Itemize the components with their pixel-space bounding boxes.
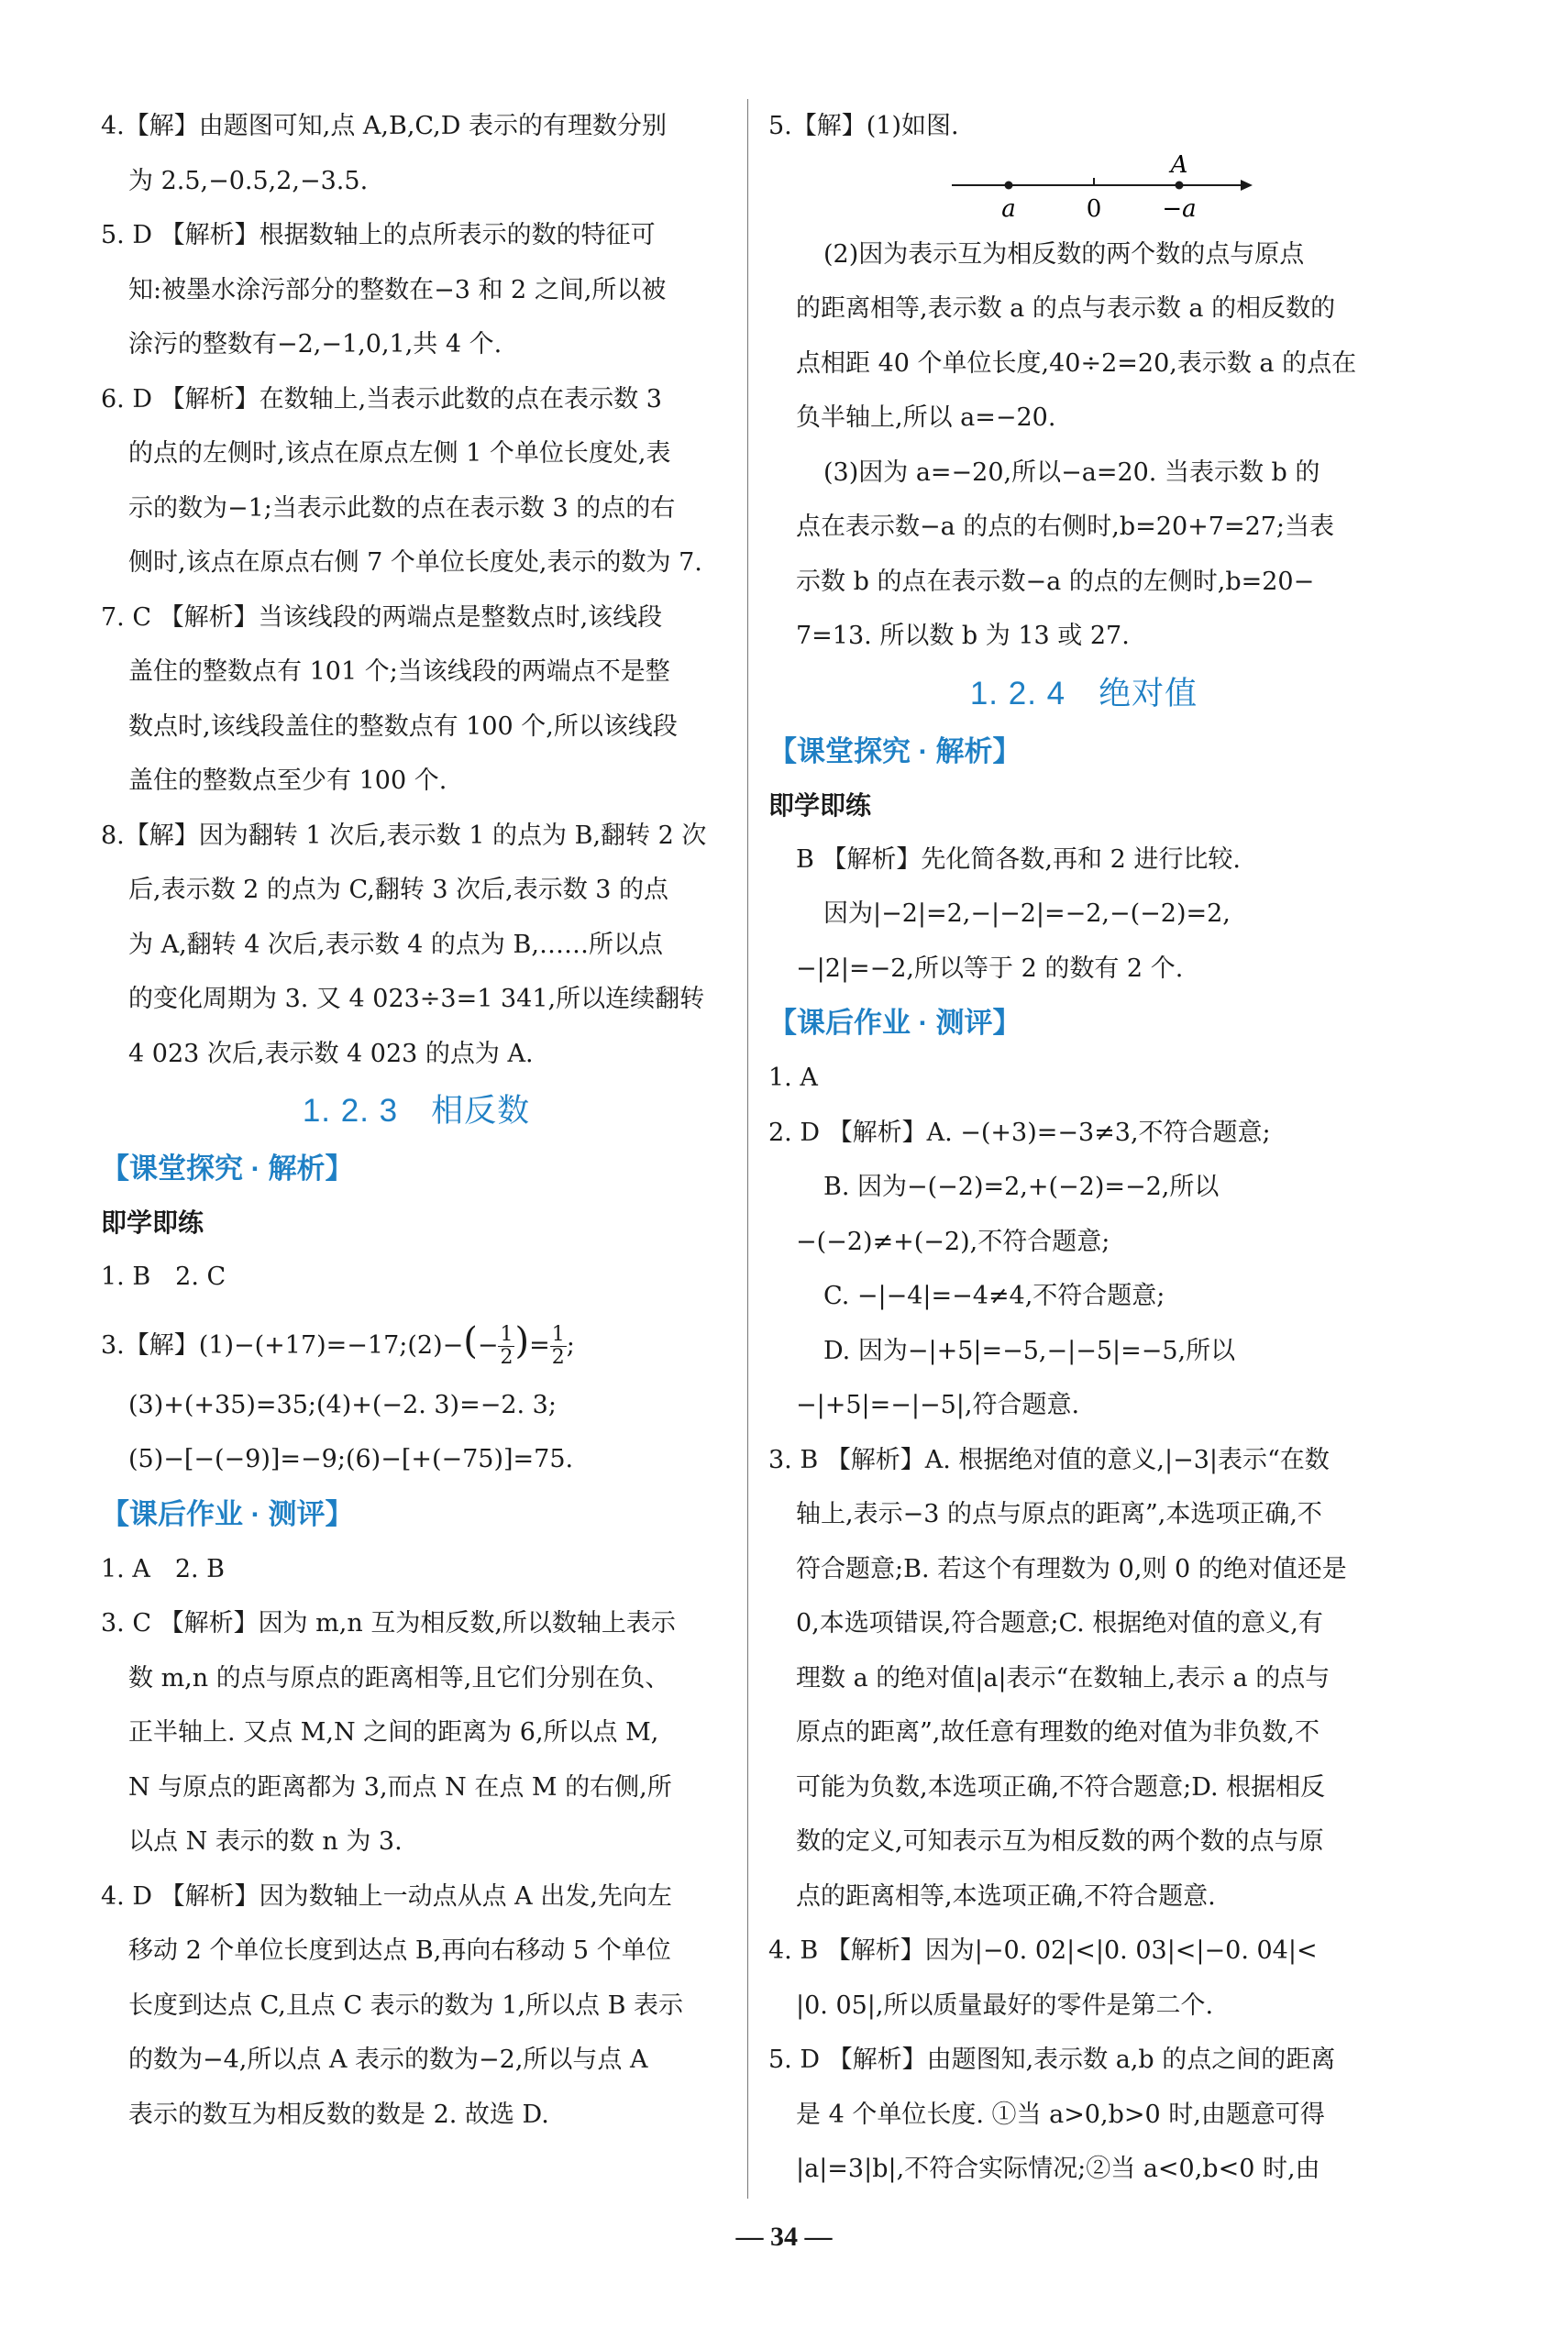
text-line: 5.【解】(1)如图.	[768, 112, 959, 140]
label-A: A	[1170, 153, 1188, 179]
section-title: 1. 2. 3 相反数	[302, 1093, 531, 1129]
text-line: 轴上,表示−3 的点与原点的距离”,本选项正确,不	[796, 1500, 1322, 1528]
text-line: 的变化周期为 3. 又 4 023÷3=1 341,所以连续翻转	[128, 985, 705, 1013]
text-line: (5)−[−(−9)]=−9;(6)−[+(−75)]=75.	[128, 1445, 574, 1473]
text-line: 负半轴上,所以 a=−20.	[796, 403, 1056, 432]
text-line: 点在表示数−a 的点的右侧时,b=20+7=27;当表	[796, 513, 1335, 541]
left-practice-answers	[101, 1250, 732, 1487]
paren-close: )	[514, 1319, 530, 1362]
arrow-head-icon	[1241, 180, 1253, 191]
fraction	[550, 1324, 567, 1369]
fraction-line: 3.【解】(1)−(+17)=−17;(2)−(− $\frac{1}{2}$ )= $\frac{1}{2}$ ;	[101, 1319, 575, 1369]
text-line: 1. B 2. C	[101, 1263, 226, 1291]
text-line: 理数 a 的绝对值|a|表示“在数轴上,表示 a 的点与	[796, 1663, 1331, 1693]
point-a	[1005, 181, 1013, 189]
text-line: 点相距 40 个单位长度,40÷2=20,表示数 a 的点在	[796, 348, 1357, 378]
text-line: 数的定义,可知表示互为相反数的两个数的点与原	[796, 1827, 1324, 1856]
text-line: −(−2)≠+(−2),不符合题意;	[796, 1227, 1110, 1256]
text-line: 后,表示数 2 的点为 C,翻转 3 次后,表示数 3 的点	[128, 876, 669, 904]
text-line: 2. D 【解析】A. −(+3)=−3≠3,不符合题意;	[768, 1118, 1271, 1147]
text-line: 长度到达点 C,且点 C 表示的数为 1,所以点 B 表示	[128, 1991, 684, 2020]
text-line: 7. C 【解析】当该线段的两端点是整数点时,该线段	[101, 602, 663, 632]
text-line: 正半轴上. 又点 M,N 之间的距离为 6,所以点 M,	[128, 1718, 659, 1747]
point-neg-a	[1176, 181, 1184, 189]
fraction	[498, 1324, 514, 1369]
subheading: 即学即练	[101, 1208, 204, 1237]
text-line: 的距离相等,表示数 a 的点与表示数 a 的相反数的	[796, 294, 1336, 323]
text-line: 是 4 个单位长度. ①当 a>0,b>0 时,由题意可得	[796, 2100, 1325, 2129]
label-a: a	[1001, 194, 1016, 223]
label-zero: 0	[1086, 194, 1102, 223]
number-line-svg	[768, 154, 1399, 227]
fraction-denominator: 2	[551, 1345, 565, 1369]
text-line: 4. B 【解析】因为|−0. 02|<|0. 03|<|−0. 04|<	[768, 1936, 1318, 1965]
column-divider	[747, 99, 748, 2199]
text-line: 4 023 次后,表示数 4 023 的点为 A.	[128, 1039, 534, 1068]
q3-prefix: 3.【解】(1)−(+17)=−17;(2)−	[101, 1330, 464, 1360]
text-line: 移动 2 个单位长度到达点 B,再向右移动 5 个单位	[128, 1936, 671, 1965]
text-line: 1. A	[768, 1064, 818, 1092]
fraction-numerator: 1	[500, 1322, 513, 1346]
fraction-numerator: 1	[551, 1322, 565, 1346]
text-line: (2)因为表示互为相反数的两个数的点与原点	[823, 239, 1305, 269]
section-banner: 【课堂探究 · 解析】	[768, 734, 1021, 767]
number-line-figure	[768, 154, 1399, 227]
text-line: 示数 b 的点在表示数−a 的点的左侧时,b=20−	[796, 567, 1315, 596]
text-line: 为 2.5,−0.5,2,−3.5.	[128, 166, 369, 195]
fraction-denominator: 2	[500, 1345, 513, 1369]
section-banner: 【课后作业 · 测评】	[101, 1497, 354, 1530]
text-line: 可能为负数,本选项正确,不符合题意;D. 根据相反	[796, 1772, 1326, 1802]
text-line: N 与原点的距离都为 3,而点 N 在点 M 的右侧,所	[128, 1772, 672, 1802]
text-line: 的数为−4,所以点 A 表示的数为−2,所以与点 A	[128, 2046, 648, 2074]
text-line: 8.【解】因为翻转 1 次后,表示数 1 的点为 B,翻转 2 次	[101, 821, 707, 850]
right-column	[768, 99, 1399, 2197]
text-line: (3)因为 a=−20,所以−a=20. 当表示数 b 的	[823, 458, 1320, 487]
text-line: 4. D 【解析】因为数轴上一动点从点 A 出发,先向左	[101, 1881, 672, 1911]
text-line: 以点 N 表示的数 n 为 3.	[128, 1827, 403, 1856]
text-line: 盖住的整数点至少有 100 个.	[128, 766, 447, 795]
text-line: 的点的左侧时,该点在原点左侧 1 个单位长度处,表	[128, 439, 671, 468]
q3-suffix: ;	[566, 1330, 575, 1360]
text-line: 表示的数互为相反数的数是 2. 故选 D.	[128, 2100, 549, 2129]
text-line: 盖住的整数点有 101 个;当该线段的两端点不是整	[128, 657, 670, 686]
text-line: 4.【解】由题图可知,点 A,B,C,D 表示的有理数分别	[101, 112, 667, 140]
right-homework-answers	[768, 1051, 1399, 2197]
text-line: 为 A,翻转 4 次后,表示数 4 的点为 B,……所以点	[128, 930, 663, 959]
text-line: 原点的距离”,故任意有理数的绝对值为非负数,不	[796, 1718, 1320, 1747]
text-line: |0. 05|,所以质量最好的零件是第二个.	[796, 1991, 1214, 2020]
q3-equals: =	[529, 1330, 550, 1360]
section-banner: 【课后作业 · 测评】	[768, 1007, 1021, 1039]
section-title: 1. 2. 4 绝对值	[969, 675, 1198, 711]
text-line: 知:被墨水涂污部分的整数在−3 和 2 之间,所以被	[128, 275, 667, 304]
text-line: 示的数为−1;当表示此数的点在表示数 3 的点的右	[128, 493, 676, 523]
text-line: 5. D 【解析】由题图知,表示数 a,b 的点之间的距离	[768, 2046, 1336, 2074]
text-line: 3. B 【解析】A. 根据绝对值的意义,|−3|表示“在数	[768, 1445, 1330, 1474]
text-line: 符合题意;B. 若这个有理数为 0,则 0 的绝对值还是	[796, 1554, 1347, 1583]
right-q5-parts	[768, 227, 1399, 664]
text-line: 5. D 【解析】根据数轴上的点所表示的数的特征可	[101, 221, 656, 249]
text-line: −|+5|=−|−5|,符合题意.	[796, 1391, 1080, 1419]
text-line: 数 m,n 的点与原点的距离相等,且它们分别在负、	[128, 1663, 670, 1693]
right-q5	[768, 99, 1399, 154]
text-line: B. 因为−(−2)=2,+(−2)=−2,所以	[823, 1173, 1220, 1201]
text-line: (3)+(+35)=35;(4)+(−2. 3)=−2. 3;	[128, 1390, 557, 1419]
text-line: 3. C 【解析】因为 m,n 互为相反数,所以数轴上表示	[101, 1609, 676, 1638]
text-line: 涂污的整数有−2,−1,0,1,共 4 个.	[128, 330, 502, 358]
section-banner: 【课堂探究 · 解析】	[101, 1152, 354, 1185]
subheading: 即学即练	[768, 790, 872, 820]
text-line: 侧时,该点在原点右侧 7 个单位长度处,表示的数为 7.	[128, 548, 702, 577]
text-line: B 【解析】先化简各数,再和 2 进行比较.	[796, 844, 1241, 874]
text-line: 点的距离相等,本选项正确,不符合题意.	[796, 1881, 1216, 1911]
paren-open: (	[463, 1319, 478, 1362]
left-homework-answers	[101, 1542, 732, 2143]
text-line: 数点时,该线段盖住的整数点有 100 个,所以该线段	[128, 711, 678, 741]
left-top-answers	[101, 99, 732, 1081]
page-number: — 34 —	[735, 2222, 833, 2252]
text-line: 1. A 2. B	[101, 1554, 226, 1583]
text-line: −|2|=−2,所以等于 2 的数有 2 个.	[796, 954, 1184, 983]
text-line: 6. D 【解析】在数轴上,当表示此数的点在表示数 3	[101, 384, 662, 414]
text-line: 7=13. 所以数 b 为 13 或 27.	[796, 622, 1130, 650]
text-line: D. 因为−|+5|=−5,−|−5|=−5,所以	[823, 1336, 1236, 1365]
label-neg-a: −a	[1162, 194, 1197, 223]
text-line: |a|=3|b|,不符合实际情况;②当 a<0,b<0 时,由	[796, 2155, 1320, 2183]
text-line: C. −|−4|=−4≠4,不符合题意;	[823, 1282, 1165, 1310]
text-line: 因为|−2|=2,−|−2|=−2,−(−2)=2,	[823, 899, 1231, 928]
text-line: 0,本选项错误,符合题意;C. 根据绝对值的意义,有	[796, 1609, 1323, 1638]
left-column	[101, 99, 732, 2142]
right-practice-answers	[768, 833, 1399, 997]
